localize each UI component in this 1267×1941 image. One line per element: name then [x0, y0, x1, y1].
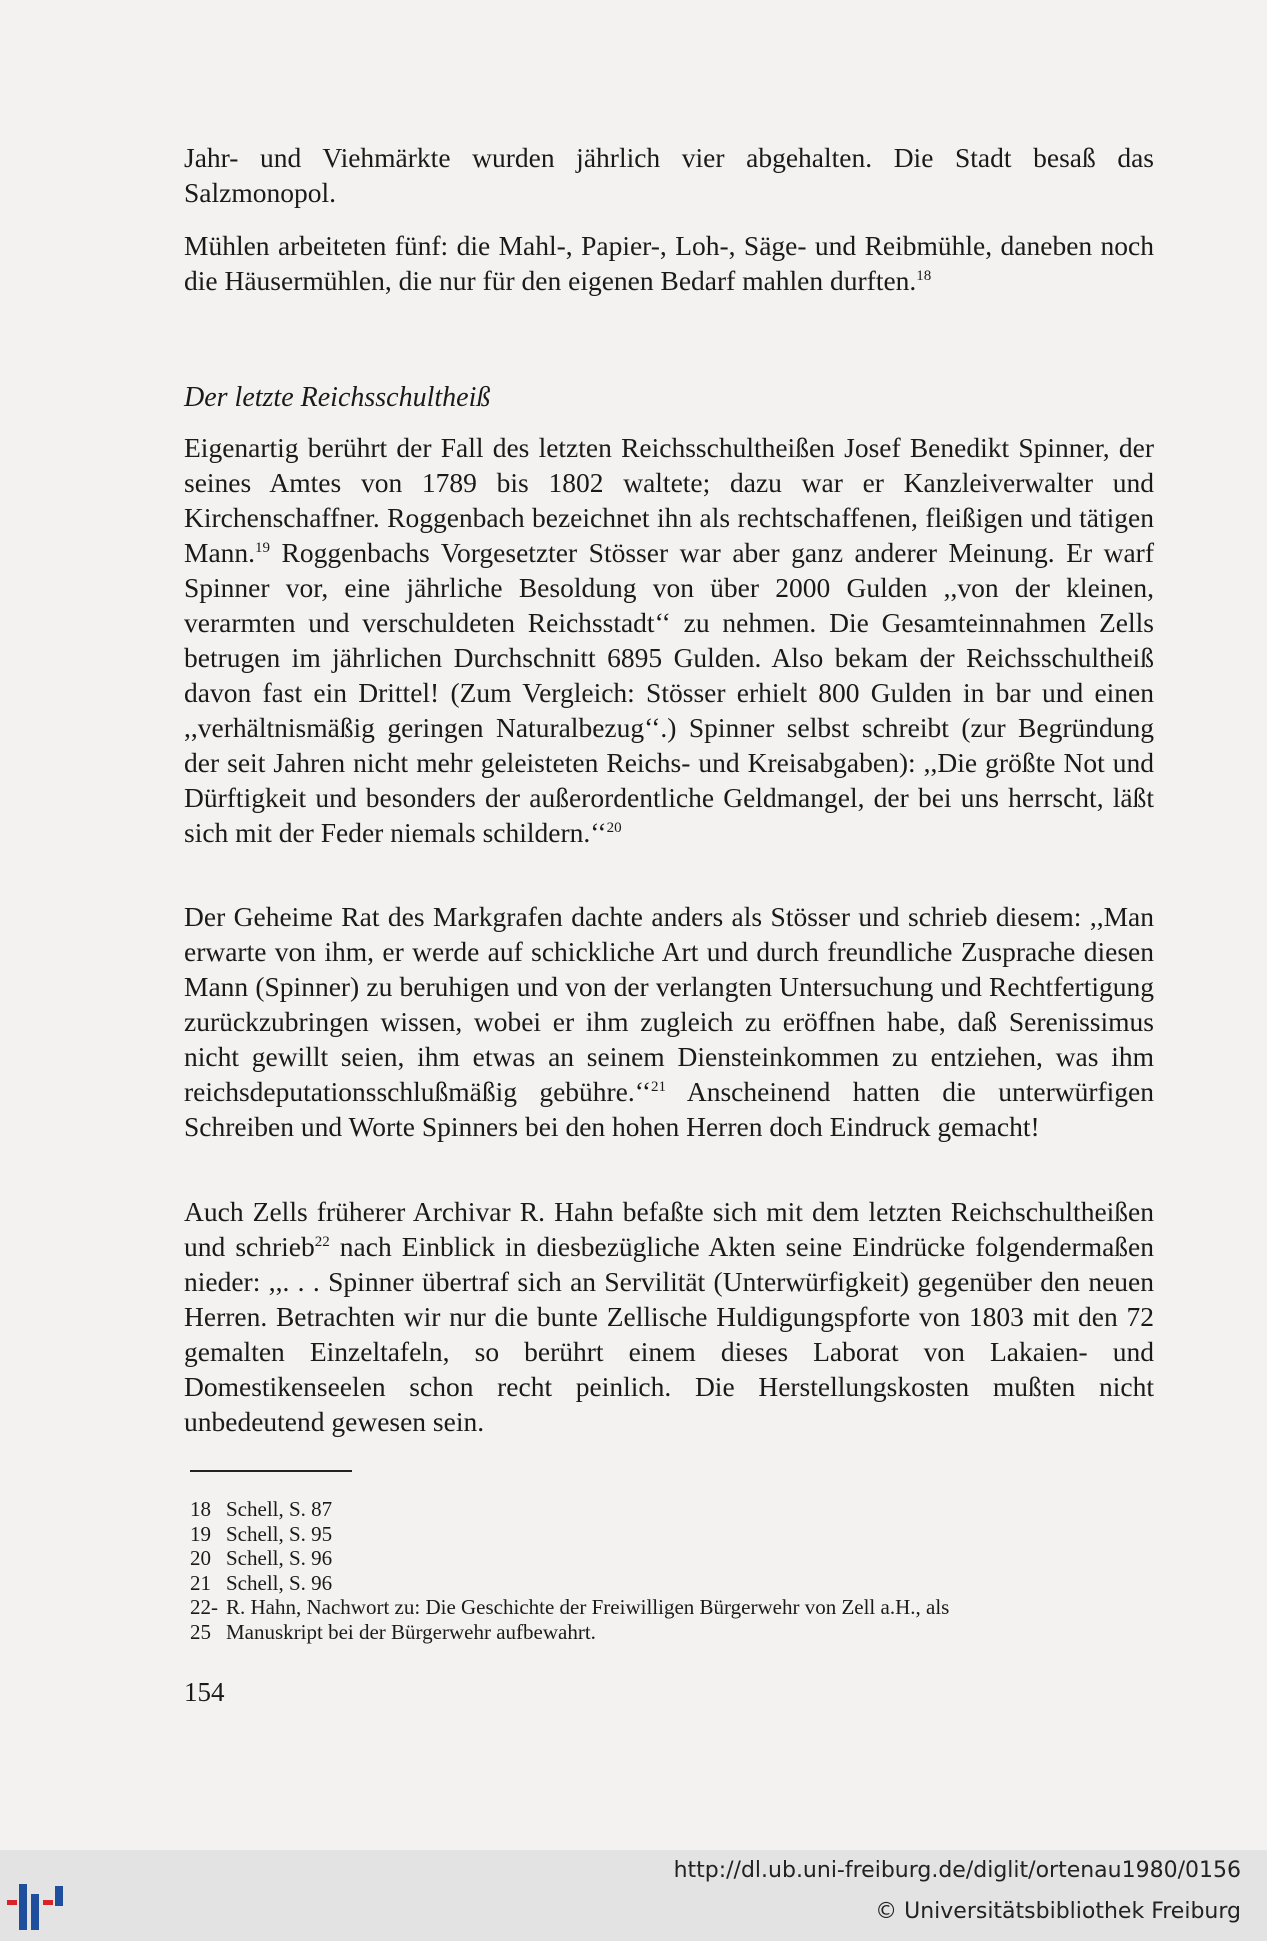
- footnote-divider: [190, 1470, 352, 1472]
- footnote-ref[interactable]: 21: [651, 1078, 667, 1095]
- footnote-number: 19: [190, 1521, 211, 1546]
- paragraph-text: Jahr- und Viehmärkte wurden jährlich vier abgehalten. Die Stadt besaß das Salzmonopol.: [184, 142, 1154, 208]
- footnote-text: Schell, S. 96: [226, 1570, 333, 1595]
- paragraph-text: Eigenartig berührt der Fall des letzten Reichsschultheißen Josef Benedikt Spinner, der seines Amtes von 1789 bis 1802 waltete; dazu war er Kanzleiverwalter und Kirchenschaffner. Roggenbach bezeichnet ihn als rechtschaffenen, fleißigen und tätigen Mann.: [184, 432, 1154, 568]
- paragraph-spinner: [184, 430, 1154, 850]
- footnote-item: [190, 1571, 1150, 1596]
- paragraph-text: Roggenbachs Vorgesetzter Stösser war aber ganz anderer Meinung. Er warf Spinner vor, eine jährliche Besoldung von über 2000 Gulden ,,von der kleinen, verarmten und verschuldeten Reichsstadt‘‘ zu nehmen. Die Gesamteinnahmen Zells betrugen im jährlichen Durchschnitt 6895 Gulden. Also bekam der Reichsschultheiß davon fast ein Drittel! (Zum Vergleich: Stösser erhielt 800 Gulden in bar und einen ,,verhältnismäßig geringen Naturalbezug‘‘.) Spinner selbst schreibt (zur Begründung der seit Jahren nicht mehr geleisteten Reichs- und Kreisabgaben): ,,Die größte Not und Dürftigkeit und besonders der außerordentliche Geldmangel, der bei uns herrscht, läßt sich mit der Feder niemals schildern.‘‘: [184, 537, 1154, 848]
- paragraph-hahn: [184, 1194, 1154, 1439]
- paragraph-text: Der Geheime Rat des Markgrafen dachte anders als Stösser und schrieb diesem: ,,Man erwarte von ihm, er werde auf schickliche Art und durch freundliche Zusprache diesen Mann (Spinner) zu beruhigen und von der verlangten Untersuchung und Rechtfertigung zurückzubringen wissen, wobei er ihm zugleich zu eröffnen habe, daß Serenissimus nicht gewillt seien, ihm etwas an seinem Diensteinkommen zu entziehen, was ihm reichsdeputationsschlußmäßig gebühre.‘‘: [184, 901, 1154, 1107]
- footnote-number: 22-: [190, 1595, 218, 1619]
- footnote-number: 21: [190, 1570, 211, 1595]
- paragraph-markets: [184, 140, 1154, 210]
- footnote-ref[interactable]: 22: [314, 1233, 330, 1250]
- footnote-ref[interactable]: 18: [916, 267, 932, 284]
- permalink-url[interactable]: http://dl.ub.uni-freiburg.de/diglit/ortenau1980/0156: [673, 1858, 1241, 1883]
- footnote-text: Schell, S. 96: [226, 1546, 333, 1570]
- footnote-item: [190, 1546, 1150, 1571]
- footnote-ref[interactable]: 20: [606, 819, 622, 836]
- paragraph-text: nach Einblick in diesbezügliche Akten seine Eindrücke folgendermaßen nieder: ,,. . . Spinner übertraf sich an Servilität (Unterwürfigkeit) gegenüber den neuen Herren. Betrachten wir nur die bunte Zellische Huldigungspforte von 1803 mit den 72 gemalten Einzeltafeln, so berührt einem dieses Laborat von Lakaien- und Domestikenseelen schon recht peinlich. Die Herstellungskosten mußten nicht unbedeutend gewesen sein.: [184, 1231, 1154, 1437]
- footnote-number: 25: [190, 1619, 211, 1644]
- paragraph-text: Anscheinend hatten die unterwürfigen Schreiben und Worte Spinners bei den hohen Herren doch Eindruck gemacht!: [184, 1076, 1155, 1142]
- paragraph-text: Mühlen arbeiteten fünf: die Mahl-, Papier-, Loh-, Säge- und Reibmühle, daneben noch die Häusermühlen, die nur für den eigenen Bedarf mahlen durften.: [184, 230, 1154, 296]
- footnote-number: 20: [190, 1546, 211, 1570]
- footnote-item: [190, 1497, 1150, 1522]
- footnote-text: Schell, S. 87: [226, 1497, 333, 1521]
- page-number: 154: [184, 1677, 225, 1707]
- footnote-text: Manuskript bei der Bürgerwehr aufbewahrt.: [226, 1619, 596, 1644]
- footnote-text: R. Hahn, Nachwort zu: Die Geschichte der Freiwilligen Bürgerwehr von Zell a.H., als: [226, 1595, 950, 1619]
- section-heading: Der letzte Reichsschultheiß: [184, 382, 491, 413]
- footnote-item: [190, 1595, 1150, 1620]
- copyright-notice: © Universitätsbibliothek Freiburg: [875, 1899, 1241, 1924]
- paragraph-geheime-rat: [184, 899, 1154, 1144]
- footnotes: [190, 1497, 1150, 1644]
- footnote-text: Schell, S. 95: [226, 1521, 333, 1546]
- footnote-item: [190, 1522, 1150, 1547]
- ub-freiburg-logo-icon[interactable]: [4, 1866, 84, 1936]
- paragraph-text: Auch Zells früherer Archivar R. Hahn befaßte sich mit dem letzten Reichschultheißen und schrieb: [184, 1196, 1154, 1262]
- footnote-ref[interactable]: 19: [255, 539, 271, 556]
- footnote-item: [190, 1620, 1150, 1645]
- paragraph-mills: [184, 228, 1154, 298]
- footnote-number: 18: [190, 1497, 211, 1521]
